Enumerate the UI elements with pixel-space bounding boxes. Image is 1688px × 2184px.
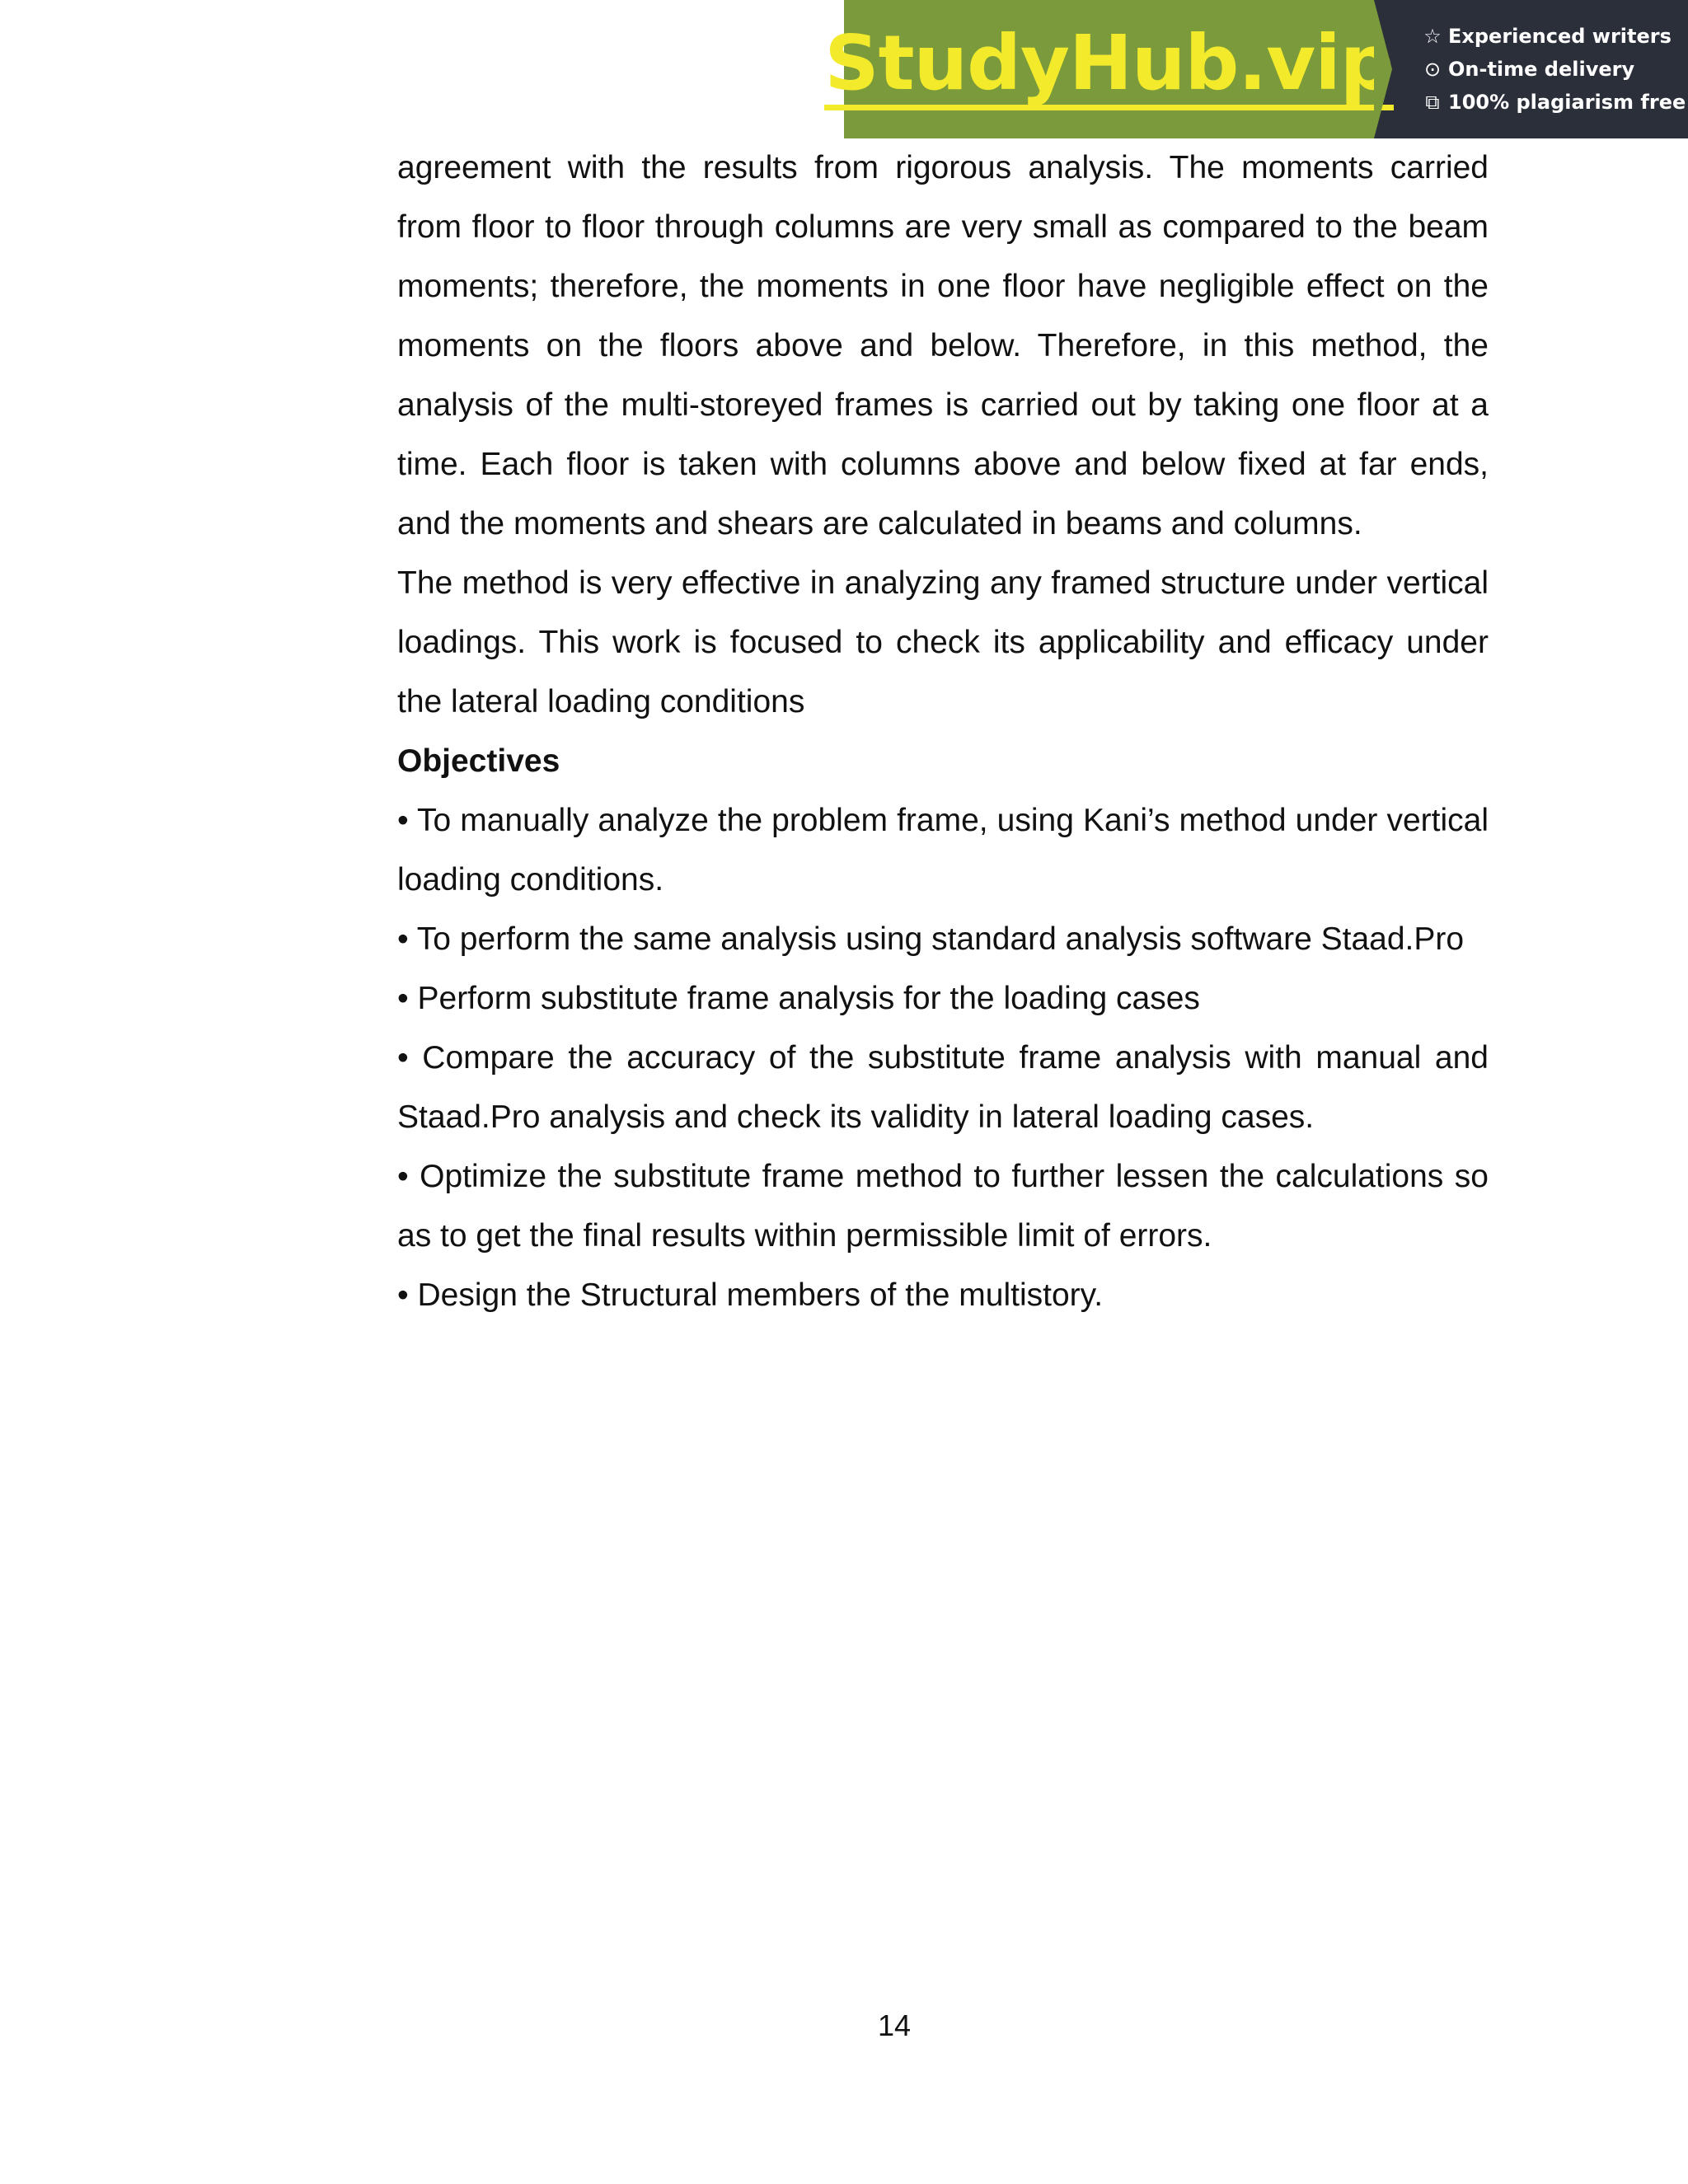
objective-item: • Design the Structural members of the multistory.: [397, 1277, 1104, 1313]
feature-on-time-delivery: [1422, 57, 1688, 82]
document-body: [397, 138, 1489, 1325]
feature-label: On-time delivery: [1448, 58, 1635, 81]
studyhub-logo[interactable]: [824, 0, 1394, 138]
paragraph: The method is very effective in analyzing any framed structure under vertical loadings. This work is focused to check its applicability and efficacy under the lateral loading conditions: [397, 565, 1489, 719]
paragraph: agreement with the results from rigorous analysis. The moments carried from floor to floor through columns are very small as compared to the beam moments; therefore, the moments in one floor have negligible effect on the moments on the floors above and below. Therefore, in this method, the analysis of the multi-storeyed frames is carried out by taking one floor at a time. Each floor is taken with columns above and below fixed at far ends, and the moments and shears are calculated in beams and columns.: [397, 150, 1489, 541]
objective-item: • Perform substitute frame analysis for the loading cases: [397, 981, 1200, 1016]
objective-item: • To manually analyze the problem frame, using Kani’s method under vertical loading conditions.: [397, 803, 1489, 898]
page-number: 14: [877, 2008, 912, 2042]
studyhub-banner[interactable]: [824, 0, 1688, 138]
feature-label: Experienced writers: [1448, 25, 1672, 48]
objectives-heading: Objectives: [397, 743, 560, 779]
banner-features: [1374, 0, 1688, 138]
feature-plagiarism-free: [1422, 90, 1688, 115]
feature-label: 100% plagiarism free: [1448, 91, 1686, 114]
feature-experienced-writers: [1422, 24, 1688, 49]
clock-icon: ⊙: [1423, 58, 1442, 81]
logo-text: StudyHub.vip: [824, 24, 1393, 110]
banner-arrow-decoration: [1374, 0, 1392, 138]
objective-item: • Optimize the substitute frame method to further lessen the calculations so as to get the final results within permissible limit of errors.: [397, 1159, 1489, 1254]
star-icon: ☆: [1423, 25, 1442, 48]
objective-item: • To perform the same analysis using standard analysis software Staad.Pro: [397, 921, 1465, 957]
copy-icon: ⧉: [1425, 91, 1440, 114]
objective-item: • Compare the accuracy of the substitute frame analysis with manual and Staad.Pro analysis and check its validity in lateral loading cases.: [397, 1040, 1489, 1135]
